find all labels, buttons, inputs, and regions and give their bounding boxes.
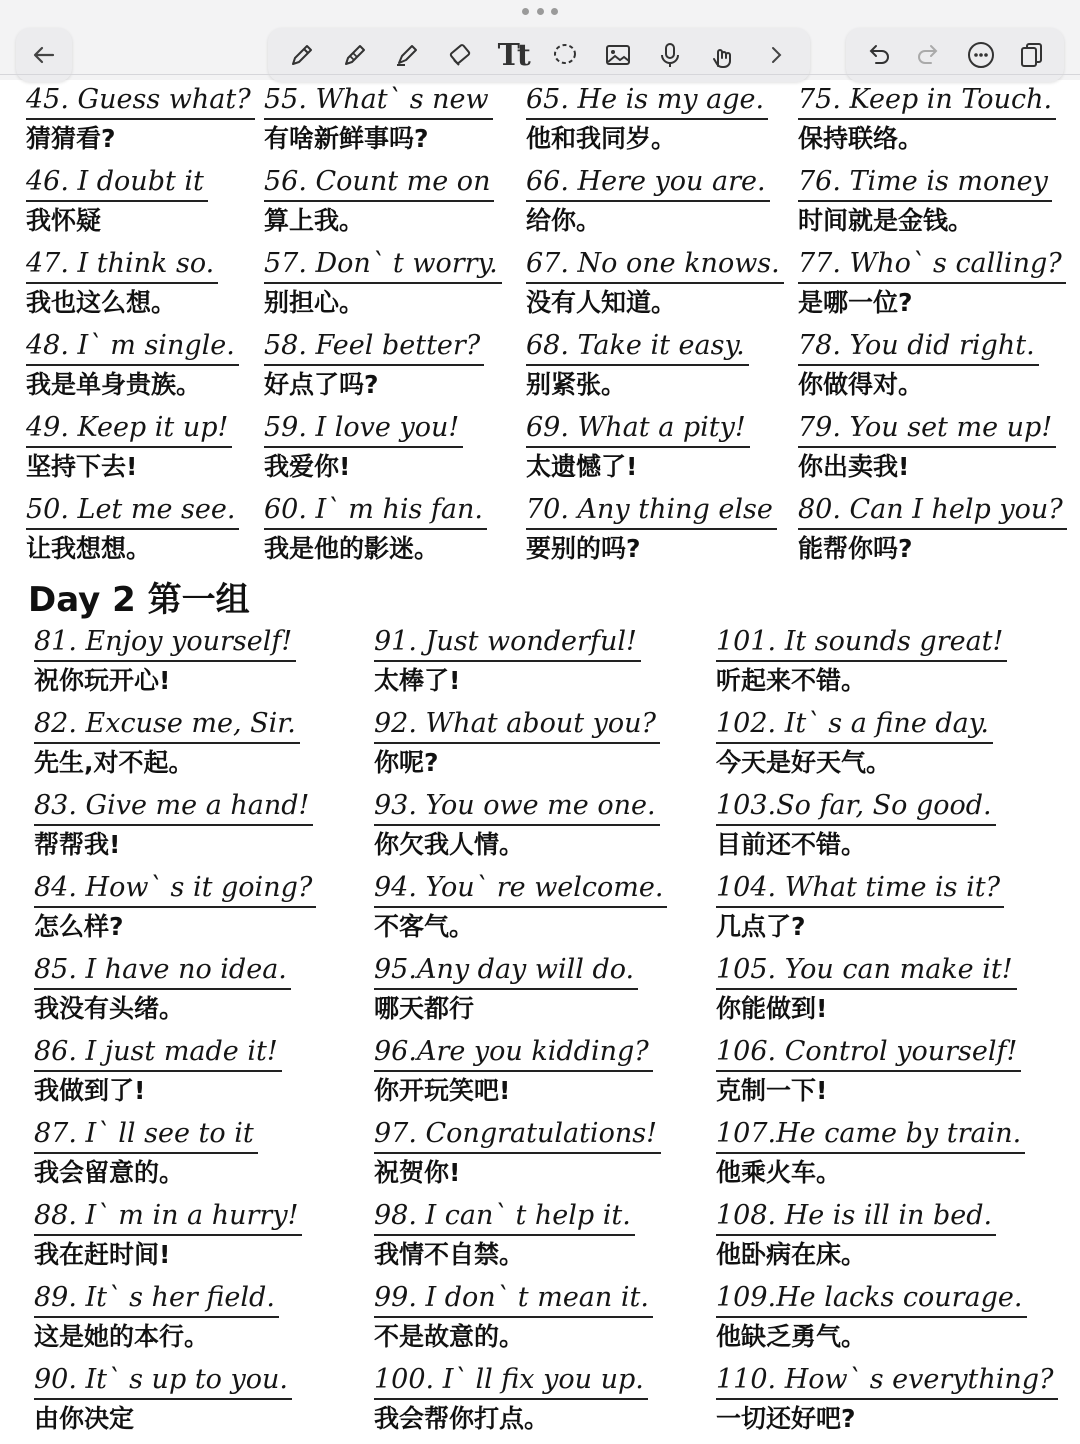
english-phrase: 60. I` m his fan. bbox=[264, 492, 487, 530]
chinese-translation: 我情不自禁。 bbox=[374, 1240, 525, 1269]
phrase-entry bbox=[374, 870, 667, 952]
chinese-translation: 帮帮我! bbox=[34, 830, 121, 859]
phrase-entry bbox=[374, 788, 667, 870]
drag-handle[interactable] bbox=[522, 8, 558, 18]
english-phrase: 102. It` s a fine day. bbox=[716, 706, 993, 744]
phrase-entry bbox=[374, 1034, 667, 1116]
chevron-right-icon[interactable] bbox=[756, 35, 796, 75]
chinese-translation: 我爱你! bbox=[264, 452, 351, 481]
english-phrase: 50. Let me see. bbox=[26, 492, 239, 530]
phrase-entry bbox=[716, 624, 1058, 706]
chinese-translation: 我是他的影迷。 bbox=[264, 534, 440, 563]
chinese-translation: 你能做到! bbox=[716, 994, 828, 1023]
phrase-entry bbox=[798, 164, 1067, 246]
more-icon[interactable] bbox=[961, 35, 1001, 75]
phrase-entry bbox=[716, 706, 1058, 788]
phrase-entry bbox=[798, 492, 1067, 574]
lasso-icon[interactable] bbox=[545, 35, 585, 75]
english-phrase: 59. I love you! bbox=[264, 410, 463, 448]
chinese-translation: 别担心。 bbox=[264, 288, 365, 317]
chinese-translation: 怎么样? bbox=[34, 912, 124, 941]
phrase-entry bbox=[374, 624, 667, 706]
phrase-column-2 bbox=[374, 624, 667, 1444]
phrase-entry bbox=[264, 328, 502, 410]
english-phrase: 49. Keep it up! bbox=[26, 410, 232, 448]
phrase-entry bbox=[34, 706, 316, 788]
chinese-translation: 由你决定 bbox=[34, 1404, 135, 1433]
copy-pages-icon[interactable] bbox=[1012, 35, 1052, 75]
english-phrase: 90. It` s up to you. bbox=[34, 1362, 292, 1400]
phrase-entry bbox=[716, 952, 1058, 1034]
chinese-translation: 我也这么想。 bbox=[26, 288, 177, 317]
english-phrase: 55. What` s new bbox=[264, 82, 493, 120]
microphone-icon[interactable] bbox=[650, 35, 690, 75]
english-phrase: 103.So far, So good. bbox=[716, 788, 996, 826]
english-phrase: 83. Give me a hand! bbox=[34, 788, 313, 826]
english-phrase: 105. You can make it! bbox=[716, 952, 1017, 990]
chinese-translation: 给你。 bbox=[526, 206, 602, 235]
english-phrase: 88. I` m in a hurry! bbox=[34, 1198, 302, 1236]
phrase-entry bbox=[34, 788, 316, 870]
phrase-column-3 bbox=[716, 624, 1058, 1444]
phrase-entry bbox=[34, 1362, 316, 1444]
phrase-entry bbox=[526, 82, 784, 164]
phrase-entry bbox=[34, 624, 316, 706]
english-phrase: 91. Just wonderful! bbox=[374, 624, 641, 662]
english-phrase: 99. I don` t mean it. bbox=[374, 1280, 653, 1318]
chinese-translation: 今天是好天气。 bbox=[716, 748, 892, 777]
chinese-translation: 不客气。 bbox=[374, 912, 475, 941]
phrase-entry bbox=[798, 410, 1067, 492]
chinese-translation: 祝贺你! bbox=[374, 1158, 461, 1187]
phrase-entry bbox=[26, 492, 255, 574]
english-phrase: 67. No one knows. bbox=[526, 246, 784, 284]
phrase-entry bbox=[716, 870, 1058, 952]
chinese-translation: 好点了吗? bbox=[264, 370, 379, 399]
phrase-entry bbox=[34, 1116, 316, 1198]
english-phrase: 68. Take it easy. bbox=[526, 328, 749, 366]
phrase-entry bbox=[264, 492, 502, 574]
chinese-translation: 没有人知道。 bbox=[526, 288, 677, 317]
phrase-entry bbox=[264, 246, 502, 328]
phrase-entry bbox=[526, 164, 784, 246]
english-phrase: 98. I can` t help it. bbox=[374, 1198, 635, 1236]
chinese-translation: 保持联络。 bbox=[798, 124, 924, 153]
chinese-translation: 几点了? bbox=[716, 912, 806, 941]
chinese-translation: 你开玩笑吧! bbox=[374, 1076, 511, 1105]
english-phrase: 96.Are you kidding? bbox=[374, 1034, 653, 1072]
chinese-translation: 哪天都行 bbox=[374, 994, 475, 1023]
english-phrase: 101. It sounds great! bbox=[716, 624, 1007, 662]
phrase-entry bbox=[374, 1280, 667, 1362]
english-phrase: 75. Keep in Touch. bbox=[798, 82, 1056, 120]
chinese-translation: 你欠我人情。 bbox=[374, 830, 525, 859]
english-phrase: 77. Who` s calling? bbox=[798, 246, 1066, 284]
english-phrase: 66. Here you are. bbox=[526, 164, 770, 202]
phrase-entry bbox=[716, 788, 1058, 870]
english-phrase: 110. How` s everything? bbox=[716, 1362, 1058, 1400]
english-phrase: 56. Count me on bbox=[264, 164, 494, 202]
english-phrase: 106. Control yourself! bbox=[716, 1034, 1021, 1072]
phrase-grid-section1 bbox=[0, 82, 1080, 574]
chinese-translation: 猜猜看? bbox=[26, 124, 116, 153]
hand-gesture-icon[interactable] bbox=[703, 35, 743, 75]
phrase-column-2 bbox=[264, 82, 502, 574]
english-phrase: 65. He is my age. bbox=[526, 82, 768, 120]
english-phrase: 84. How` s it going? bbox=[34, 870, 316, 908]
chinese-translation: 太棒了! bbox=[374, 666, 461, 695]
phrase-entry bbox=[264, 164, 502, 246]
english-phrase: 108. He is ill in bed. bbox=[716, 1198, 996, 1236]
chinese-translation: 要别的吗? bbox=[526, 534, 641, 563]
phrase-entry bbox=[34, 1034, 316, 1116]
chinese-translation: 不是故意的。 bbox=[374, 1322, 525, 1351]
undo-icon[interactable] bbox=[858, 35, 898, 75]
phrase-entry bbox=[34, 1198, 316, 1280]
english-phrase: 48. I` m single. bbox=[26, 328, 239, 366]
chinese-translation: 让我想想。 bbox=[26, 534, 152, 563]
phrase-column-1 bbox=[26, 82, 255, 574]
text-tool-icon[interactable] bbox=[493, 35, 533, 75]
chinese-translation: 先生,对不起。 bbox=[34, 748, 194, 777]
english-phrase: 79. You set me up! bbox=[798, 410, 1056, 448]
chinese-translation: 一切还好吧? bbox=[716, 1404, 856, 1433]
english-phrase: 78. You did right. bbox=[798, 328, 1039, 366]
phrase-entry bbox=[26, 410, 255, 492]
english-phrase: 104. What time is it? bbox=[716, 870, 1004, 908]
chinese-translation: 我做到了! bbox=[34, 1076, 146, 1105]
chinese-translation: 他乘火车。 bbox=[716, 1158, 842, 1187]
phrase-entry bbox=[26, 164, 255, 246]
phrase-entry bbox=[26, 82, 255, 164]
phrase-entry bbox=[374, 952, 667, 1034]
english-phrase: 94. You` re welcome. bbox=[374, 870, 667, 908]
chinese-translation: 能帮你吗? bbox=[798, 534, 913, 563]
phrase-grid-section2 bbox=[0, 624, 1080, 1440]
eraser-icon[interactable] bbox=[440, 35, 480, 75]
phrase-column-1 bbox=[34, 624, 316, 1444]
chinese-translation: 你出卖我! bbox=[798, 452, 910, 481]
phrase-entry bbox=[716, 1362, 1058, 1444]
phrase-entry bbox=[34, 1280, 316, 1362]
chinese-translation: 祝你玩开心! bbox=[34, 666, 171, 695]
english-phrase: 93. You owe me one. bbox=[374, 788, 660, 826]
english-phrase: 80. Can I help you? bbox=[798, 492, 1067, 530]
highlighter-icon[interactable] bbox=[387, 35, 427, 75]
phrase-entry bbox=[264, 410, 502, 492]
phrase-entry bbox=[374, 706, 667, 788]
english-phrase: 87. I` ll see to it bbox=[34, 1116, 258, 1154]
chinese-translation: 太遗憾了! bbox=[526, 452, 638, 481]
phrase-entry bbox=[716, 1116, 1058, 1198]
phrase-entry bbox=[716, 1198, 1058, 1280]
english-phrase: 70. Any thing else bbox=[526, 492, 777, 530]
english-phrase: 95.Any day will do. bbox=[374, 952, 638, 990]
chinese-translation: 是哪一位? bbox=[798, 288, 913, 317]
pen-icon[interactable] bbox=[282, 35, 322, 75]
english-phrase: 81. Enjoy yourself! bbox=[34, 624, 296, 662]
phrase-entry bbox=[34, 870, 316, 952]
chinese-translation: 目前还不错。 bbox=[716, 830, 867, 859]
english-phrase: 86. I just made it! bbox=[34, 1034, 282, 1072]
chinese-translation: 听起来不错。 bbox=[716, 666, 867, 695]
phrase-column-3 bbox=[526, 82, 784, 574]
chinese-translation: 你呢? bbox=[374, 748, 439, 777]
chinese-translation: 算上我。 bbox=[264, 206, 365, 235]
chinese-translation: 我在赶时间! bbox=[34, 1240, 171, 1269]
english-phrase: 82. Excuse me, Sir. bbox=[34, 706, 300, 744]
chinese-translation: 坚持下去! bbox=[26, 452, 138, 481]
chinese-translation: 时间就是金钱。 bbox=[798, 206, 974, 235]
chinese-translation: 我没有头绪。 bbox=[34, 994, 185, 1023]
phrase-entry bbox=[374, 1362, 667, 1444]
chinese-translation: 我会留意的。 bbox=[34, 1158, 185, 1187]
phrase-entry bbox=[526, 328, 784, 410]
phrase-entry bbox=[526, 492, 784, 574]
english-phrase: 46. I doubt it bbox=[26, 164, 208, 202]
english-phrase: 97. Congratulations! bbox=[374, 1116, 661, 1154]
phrase-entry bbox=[264, 82, 502, 164]
chinese-translation: 他缺乏勇气。 bbox=[716, 1322, 867, 1351]
english-phrase: 69. What a pity! bbox=[526, 410, 750, 448]
english-phrase: 45. Guess what? bbox=[26, 82, 255, 120]
english-phrase: 76. Time is money bbox=[798, 164, 1052, 202]
phrase-entry bbox=[716, 1034, 1058, 1116]
chinese-translation: 别紧张。 bbox=[526, 370, 627, 399]
chinese-translation: 有啥新鲜事吗? bbox=[264, 124, 429, 153]
english-phrase: 57. Don` t worry. bbox=[264, 246, 502, 284]
phrase-entry bbox=[798, 82, 1067, 164]
toolbar-divider bbox=[0, 74, 1080, 75]
phrase-entry bbox=[798, 328, 1067, 410]
phrase-entry bbox=[26, 328, 255, 410]
image-icon[interactable] bbox=[598, 35, 638, 75]
phrase-column-4 bbox=[798, 82, 1067, 574]
phrase-entry bbox=[716, 1280, 1058, 1362]
chinese-translation: 他卧病在床。 bbox=[716, 1240, 867, 1269]
chinese-translation: 你做得对。 bbox=[798, 370, 924, 399]
phrase-entry bbox=[374, 1198, 667, 1280]
pencil-icon[interactable] bbox=[335, 35, 375, 75]
redo-icon[interactable] bbox=[909, 35, 949, 75]
phrase-entry bbox=[798, 246, 1067, 328]
phrase-entry bbox=[374, 1116, 667, 1198]
english-phrase: 85. I have no idea. bbox=[34, 952, 291, 990]
chinese-translation: 我会帮你打点。 bbox=[374, 1404, 550, 1433]
english-phrase: 58. Feel better? bbox=[264, 328, 484, 366]
phrase-entry bbox=[34, 952, 316, 1034]
phrase-entry bbox=[26, 246, 255, 328]
english-phrase: 109.He lacks courage. bbox=[716, 1280, 1027, 1318]
back-arrow-icon[interactable] bbox=[24, 35, 64, 75]
chinese-translation: 这是她的本行。 bbox=[34, 1322, 210, 1351]
english-phrase: 89. It` s her field. bbox=[34, 1280, 279, 1318]
section-heading: Day 2 第一组 bbox=[28, 580, 250, 620]
english-phrase: 100. I` ll fix you up. bbox=[374, 1362, 648, 1400]
text-tool-label: Tt bbox=[497, 37, 528, 73]
chinese-translation: 我怀疑 bbox=[26, 206, 102, 235]
english-phrase: 107.He came by train. bbox=[716, 1116, 1025, 1154]
phrase-entry bbox=[526, 410, 784, 492]
english-phrase: 92. What about you? bbox=[374, 706, 660, 744]
phrase-entry bbox=[526, 246, 784, 328]
chinese-translation: 克制一下! bbox=[716, 1076, 828, 1105]
english-phrase: 47. I think so. bbox=[26, 246, 218, 284]
chinese-translation: 我是单身贵族。 bbox=[26, 370, 202, 399]
chinese-translation: 他和我同岁。 bbox=[526, 124, 677, 153]
